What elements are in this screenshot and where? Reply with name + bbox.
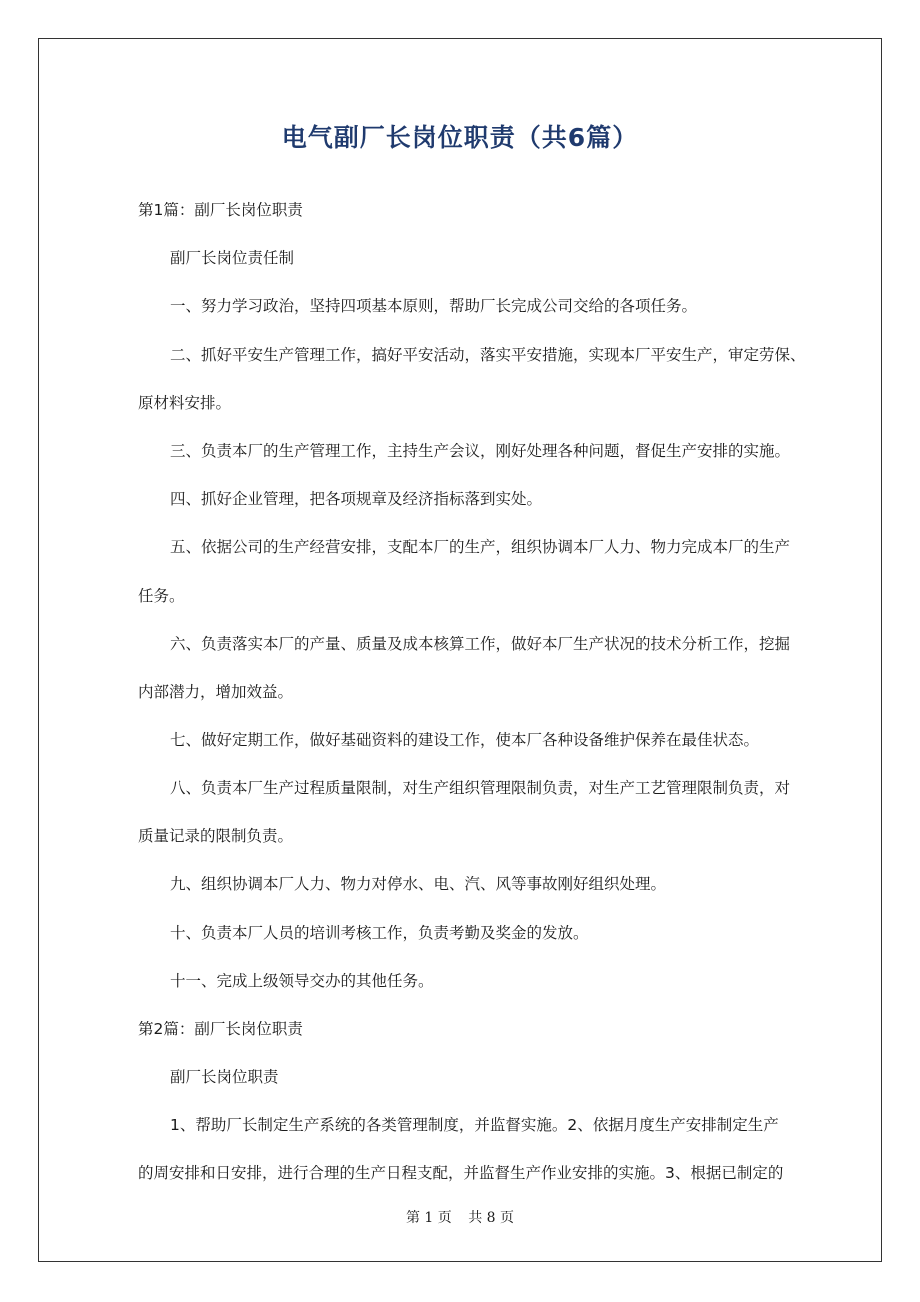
paragraph-line: 1、帮助厂长制定生产系统的各类管理制度，并监督实施。2、依据月度生产安排制定生产 (170, 1116, 779, 1134)
subheading-1: 副厂长岗位责任制 (170, 249, 295, 267)
page-footer (0, 1207, 920, 1227)
paragraph-line: 三、负责本厂的生产管理工作，主持生产会议，刚好处理各种问题，督促生产安排的实施。 (170, 442, 791, 460)
paragraph-line: 九、组织协调本厂人力、物力对停水、电、汽、风等事故刚好组织处理。 (170, 875, 667, 893)
paragraph-line: 原材料安排。 (138, 394, 232, 412)
document-title: 电气副厂长岗位职责（共6篇） (281, 123, 639, 152)
page-total: 共 8 页 (468, 1210, 515, 1226)
paragraph-line: 的周安排和日安排，进行合理的生产日程支配，并监督生产作业安排的实施。3、根据已制定的 (138, 1164, 784, 1182)
paragraph-line: 七、做好定期工作，做好基础资料的建设工作，使本厂各种设备维护保养在最佳状态。 (170, 731, 760, 749)
paragraph-line: 十、负责本厂人员的培训考核工作，负责考勤及奖金的发放。 (170, 924, 589, 942)
paragraph-line: 六、负责落实本厂的产量、质量及成本核算工作，做好本厂生产状况的技术分析工作，挖掘 (170, 635, 791, 653)
paragraph-line: 一、努力学习政治，坚持四项基本原则，帮助厂长完成公司交给的各项任务。 (170, 297, 698, 315)
paragraph-line: 质量记录的限制负责。 (138, 827, 294, 845)
paragraph-line: 四、抓好企业管理，把各项规章及经济指标落到实处。 (170, 490, 543, 508)
section-heading-1: 第1篇：副厂长岗位职责 (138, 201, 303, 219)
paragraph-line: 任务。 (138, 587, 185, 605)
paragraph-line: 五、依据公司的生产经营安排，支配本厂的生产，组织协调本厂人力、物力完成本厂的生产 (170, 538, 791, 556)
paragraph-line: 二、抓好平安生产管理工作，搞好平安活动，落实平安措施，实现本厂平安生产，审定劳保、 (170, 346, 806, 364)
paragraph-line: 内部潜力，增加效益。 (138, 683, 294, 701)
page-number: 第 1 页 (405, 1210, 452, 1226)
paragraph-line: 八、负责本厂生产过程质量限制，对生产组织管理限制负责，对生产工艺管理限制负责，对 (170, 779, 791, 797)
subheading-2: 副厂长岗位职责 (170, 1068, 279, 1086)
paragraph-line: 十一、完成上级领导交办的其他任务。 (170, 972, 434, 990)
section-heading-2: 第2篇：副厂长岗位职责 (138, 1020, 303, 1038)
